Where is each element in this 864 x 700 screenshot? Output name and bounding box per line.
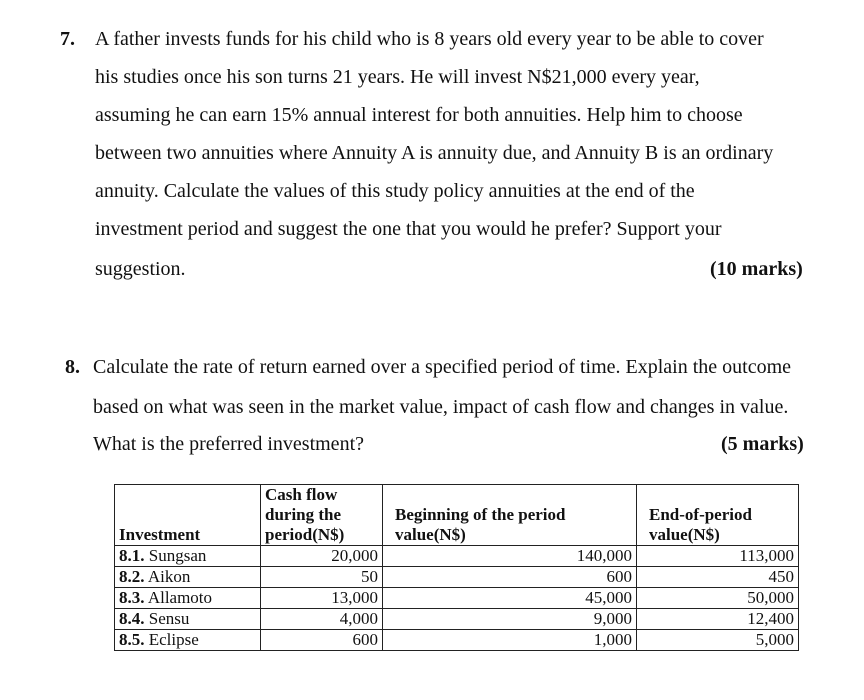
question-8-line-2: based on what was seen in the market value, impact of cash flow and changes in value. bbox=[93, 396, 789, 418]
question-7-line-7: suggestion. bbox=[95, 258, 186, 280]
question-7-line-3: assuming he can earn 15% annual interest for both annuities. Help him to choose bbox=[95, 104, 743, 126]
header-end-value: End-of-period value(N$) bbox=[637, 485, 799, 546]
question-7-line-5: annuity. Calculate the values of this study policy annuities at the end of the bbox=[95, 180, 695, 202]
cash-flow-value: 13,000 bbox=[261, 588, 383, 609]
beginning-value: 45,000 bbox=[383, 588, 637, 609]
question-7-marks: (10 marks) bbox=[710, 258, 803, 280]
table-row bbox=[115, 609, 799, 630]
beginning-value: 9,000 bbox=[383, 609, 637, 630]
question-7-line-6: investment period and suggest the one that you would he prefer? Support your bbox=[95, 218, 722, 240]
investment-name: 8.3. Allamoto bbox=[115, 588, 261, 609]
table-row bbox=[115, 567, 799, 588]
table-header-row bbox=[115, 485, 799, 546]
investment-name: 8.1. Sungsan bbox=[115, 546, 261, 567]
question-7-line-4: between two annuities where Annuity A is annuity due, and Annuity B is an ordinary bbox=[95, 142, 774, 164]
question-8-marks: (5 marks) bbox=[721, 433, 804, 455]
end-value: 450 bbox=[637, 567, 799, 588]
table-row bbox=[115, 546, 799, 567]
beginning-value: 600 bbox=[383, 567, 637, 588]
question-8-line-3: What is the preferred investment? bbox=[93, 433, 364, 455]
header-investment: Investment bbox=[115, 485, 261, 546]
cash-flow-value: 600 bbox=[261, 630, 383, 651]
header-cash-flow: Cash flow during the period(N$) bbox=[261, 485, 383, 546]
question-8-number: 8. bbox=[65, 356, 80, 378]
end-value: 12,400 bbox=[637, 609, 799, 630]
table-row bbox=[115, 630, 799, 651]
investment-table bbox=[114, 484, 799, 651]
beginning-value: 1,000 bbox=[383, 630, 637, 651]
end-value: 113,000 bbox=[637, 546, 799, 567]
beginning-value: 140,000 bbox=[383, 546, 637, 567]
table-row bbox=[115, 588, 799, 609]
cash-flow-value: 50 bbox=[261, 567, 383, 588]
question-7-number: 7. bbox=[60, 28, 75, 50]
investment-name: 8.2. Aikon bbox=[115, 567, 261, 588]
question-7-line-2: his studies once his son turns 21 years. He will invest N$21,000 every year, bbox=[95, 66, 700, 88]
end-value: 5,000 bbox=[637, 630, 799, 651]
investment-name: 8.5. Eclipse bbox=[115, 630, 261, 651]
cash-flow-value: 4,000 bbox=[261, 609, 383, 630]
cash-flow-value: 20,000 bbox=[261, 546, 383, 567]
end-value: 50,000 bbox=[637, 588, 799, 609]
investment-name: 8.4. Sensu bbox=[115, 609, 261, 630]
question-7-line-1: A father invests funds for his child who is 8 years old every year to be able to cover bbox=[95, 28, 764, 50]
question-8-line-1: Calculate the rate of return earned over a specified period of time. Explain the outcome bbox=[93, 356, 792, 378]
header-beginning-value: Beginning of the period value(N$) bbox=[383, 485, 637, 546]
